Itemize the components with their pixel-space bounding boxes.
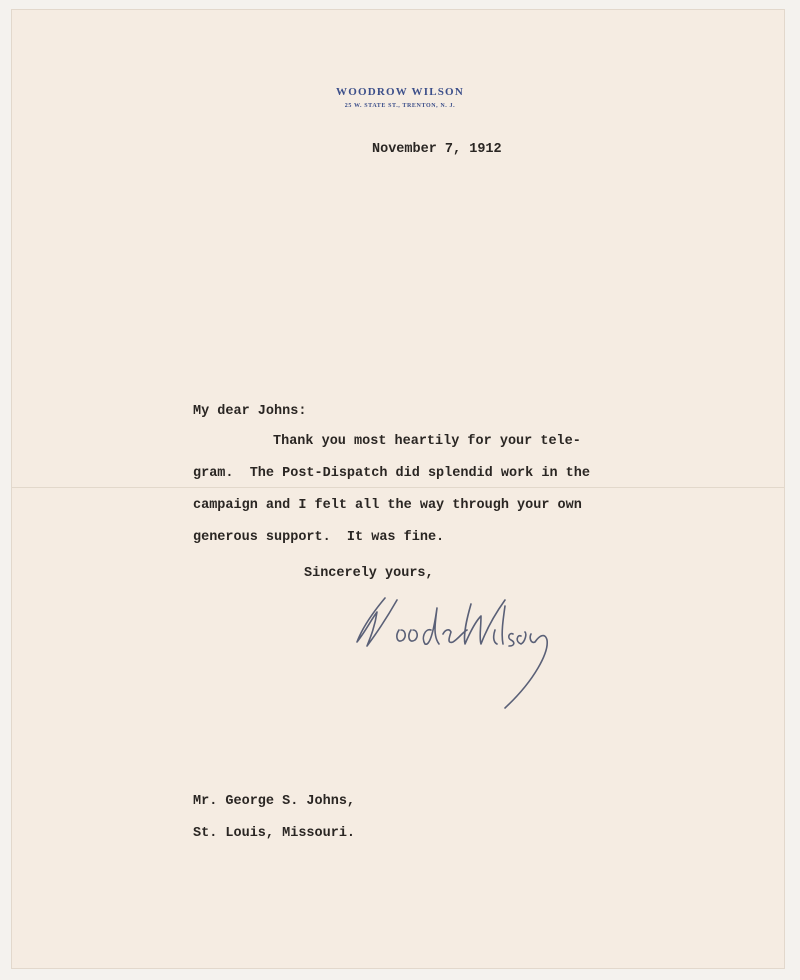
body-line-4: generous support. It was fine.: [193, 530, 445, 545]
letterhead-name: WOODROW WILSON: [336, 86, 464, 98]
body-line-3: campaign and I felt all the way through your own: [193, 498, 582, 513]
handwritten-signature: [345, 590, 565, 720]
body-line-2: gram. The Post-Dispatch did splendid work in the: [193, 466, 590, 481]
paper-fold-line: [12, 487, 784, 488]
salutation: My dear Johns:: [193, 404, 307, 419]
letter-date: November 7, 1912: [372, 142, 502, 157]
recipient-name: Mr. George S. Johns,: [193, 794, 356, 809]
letterhead-address: 25 W. STATE ST., TRENTON, N. J.: [344, 103, 456, 109]
body-line-1: Thank you most heartily for your tele-: [273, 434, 581, 449]
closing: Sincerely yours,: [304, 566, 434, 581]
recipient-location: St. Louis, Missouri.: [193, 826, 356, 841]
